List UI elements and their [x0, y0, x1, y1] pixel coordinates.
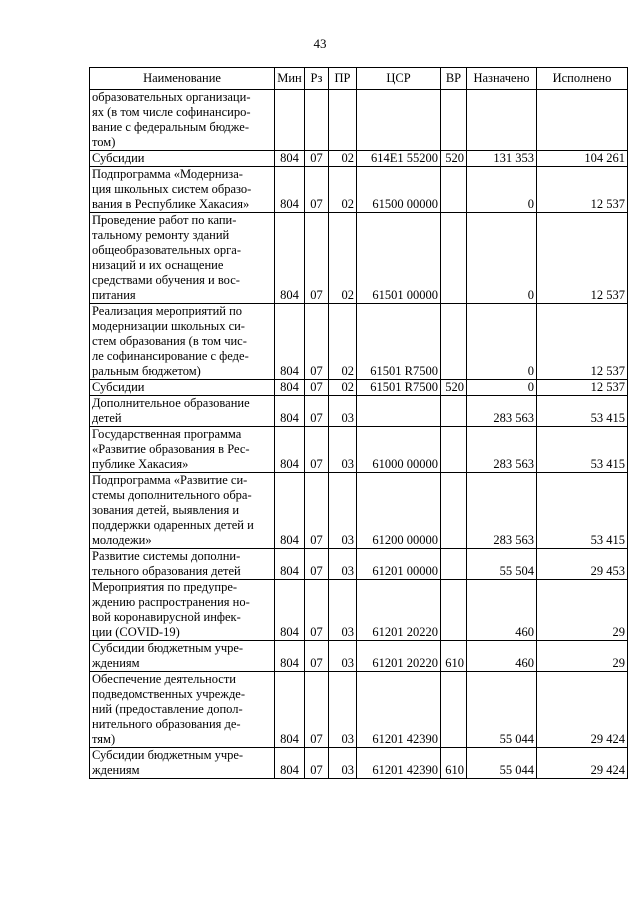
- cell-vr: 610: [441, 748, 467, 779]
- cell-name: образовательных организаци- ях (в том числе софинансиро- вание с федеральным бюдже- том): [90, 90, 275, 151]
- cell-executed: 12 537: [537, 304, 628, 380]
- col-header-executed: Исполнено: [537, 68, 628, 90]
- cell-rz: 07: [305, 151, 329, 167]
- cell-vr: 520: [441, 380, 467, 396]
- table-row: [90, 473, 628, 549]
- cell-csr: 61201 00000: [357, 549, 441, 580]
- page-number: 43: [313, 36, 327, 51]
- cell-vr: 520: [441, 151, 467, 167]
- cell-pr: 02: [329, 213, 357, 304]
- cell-pr: 03: [329, 580, 357, 641]
- cell-rz: 07: [305, 580, 329, 641]
- cell-pr: 03: [329, 427, 357, 473]
- cell-csr: [357, 396, 441, 427]
- cell-name: Дополнительное образование детей: [90, 396, 275, 427]
- cell-csr: 61501 00000: [357, 213, 441, 304]
- cell-executed: 53 415: [537, 427, 628, 473]
- cell-vr: [441, 167, 467, 213]
- cell-min: [275, 90, 305, 151]
- cell-assigned: 131 353: [467, 151, 537, 167]
- cell-rz: [305, 90, 329, 151]
- cell-name: Обеспечение деятельности подведомственных учрежде- ний (предоставление допол- нительного образования де- тям): [90, 672, 275, 748]
- cell-assigned: 283 563: [467, 396, 537, 427]
- cell-csr: 61201 42390: [357, 672, 441, 748]
- cell-name: Государственная программа «Развитие образования в Рес- публике Хакасия»: [90, 427, 275, 473]
- table-row: [90, 90, 628, 151]
- cell-vr: [441, 213, 467, 304]
- cell-executed: 29 424: [537, 748, 628, 779]
- cell-csr: 61501 R7500: [357, 380, 441, 396]
- cell-csr: 614E1 55200: [357, 151, 441, 167]
- cell-rz: 07: [305, 396, 329, 427]
- col-header-min: Мин: [275, 68, 305, 90]
- cell-name: Реализация мероприятий по модернизации школьных си- стем образования (в том чис- ле софинансирование с феде- ральным бюджетом): [90, 304, 275, 380]
- cell-vr: [441, 672, 467, 748]
- cell-pr: 02: [329, 304, 357, 380]
- cell-assigned: [467, 90, 537, 151]
- table-row: [90, 151, 628, 167]
- table-row: [90, 304, 628, 380]
- cell-rz: 07: [305, 304, 329, 380]
- table-row: [90, 213, 628, 304]
- cell-pr: 03: [329, 672, 357, 748]
- cell-csr: 61201 20220: [357, 580, 441, 641]
- cell-min: 804: [275, 748, 305, 779]
- cell-vr: [441, 90, 467, 151]
- cell-min: 804: [275, 380, 305, 396]
- cell-pr: 02: [329, 151, 357, 167]
- cell-rz: 07: [305, 213, 329, 304]
- cell-assigned: 460: [467, 641, 537, 672]
- cell-rz: 07: [305, 549, 329, 580]
- col-header-assigned: Назначено: [467, 68, 537, 90]
- cell-vr: [441, 473, 467, 549]
- col-header-rz: Рз: [305, 68, 329, 90]
- cell-min: 804: [275, 549, 305, 580]
- cell-name: Мероприятия по предупре- ждению распространения но- вой коронавирусной инфек- ции (COVID-19): [90, 580, 275, 641]
- cell-executed: 29 453: [537, 549, 628, 580]
- cell-executed: [537, 90, 628, 151]
- cell-name: Субсидии: [90, 151, 275, 167]
- cell-pr: 02: [329, 380, 357, 396]
- cell-name: Субсидии бюджетным учре- ждениям: [90, 641, 275, 672]
- cell-rz: 07: [305, 380, 329, 396]
- col-header-pr: ПР: [329, 68, 357, 90]
- cell-min: 804: [275, 167, 305, 213]
- cell-assigned: 0: [467, 380, 537, 396]
- cell-min: 804: [275, 427, 305, 473]
- cell-pr: 03: [329, 549, 357, 580]
- cell-rz: 07: [305, 427, 329, 473]
- cell-pr: 03: [329, 641, 357, 672]
- cell-assigned: 55 044: [467, 672, 537, 748]
- cell-min: 804: [275, 672, 305, 748]
- cell-name: Проведение работ по капи- тальному ремонту зданий общеобразовательных орга- низаций и их оснащение средствами обучения и вос- питания: [90, 213, 275, 304]
- cell-min: 804: [275, 396, 305, 427]
- cell-csr: [357, 90, 441, 151]
- cell-executed: 29: [537, 580, 628, 641]
- cell-vr: [441, 549, 467, 580]
- cell-csr: 61000 00000: [357, 427, 441, 473]
- cell-pr: [329, 90, 357, 151]
- table-row: [90, 641, 628, 672]
- cell-pr: 02: [329, 167, 357, 213]
- col-header-csr: ЦСР: [357, 68, 441, 90]
- table-row: [90, 167, 628, 213]
- table-row: [90, 380, 628, 396]
- cell-assigned: 55 044: [467, 748, 537, 779]
- cell-name: Подпрограмма «Модерниза- ция школьных систем образо- вания в Республике Хакасия»: [90, 167, 275, 213]
- cell-rz: 07: [305, 641, 329, 672]
- cell-assigned: 0: [467, 213, 537, 304]
- cell-executed: 12 537: [537, 167, 628, 213]
- cell-executed: 104 261: [537, 151, 628, 167]
- cell-executed: 29: [537, 641, 628, 672]
- cell-min: 804: [275, 473, 305, 549]
- cell-assigned: 0: [467, 167, 537, 213]
- cell-assigned: 283 563: [467, 473, 537, 549]
- cell-csr: 61200 00000: [357, 473, 441, 549]
- cell-name: Подпрограмма «Развитие си- стемы дополнительного обра- зования детей, выявления и поддержки одаренных детей и молодежи»: [90, 473, 275, 549]
- budget-table: [89, 67, 628, 779]
- cell-csr: 61500 00000: [357, 167, 441, 213]
- cell-executed: 53 415: [537, 473, 628, 549]
- table-row: [90, 396, 628, 427]
- cell-assigned: 283 563: [467, 427, 537, 473]
- cell-executed: 53 415: [537, 396, 628, 427]
- cell-csr: 61501 R7500: [357, 304, 441, 380]
- cell-vr: 610: [441, 641, 467, 672]
- cell-min: 804: [275, 213, 305, 304]
- cell-min: 804: [275, 580, 305, 641]
- cell-pr: 03: [329, 396, 357, 427]
- cell-rz: 07: [305, 473, 329, 549]
- col-header-name: Наименование: [90, 68, 275, 90]
- cell-executed: 12 537: [537, 213, 628, 304]
- cell-vr: [441, 580, 467, 641]
- table-row: [90, 580, 628, 641]
- cell-vr: [441, 396, 467, 427]
- cell-rz: 07: [305, 748, 329, 779]
- table-row: [90, 549, 628, 580]
- cell-vr: [441, 304, 467, 380]
- table-row: [90, 748, 628, 779]
- cell-min: 804: [275, 151, 305, 167]
- cell-name: Развитие системы дополни- тельного образования детей: [90, 549, 275, 580]
- cell-name: Субсидии бюджетным учре- ждениям: [90, 748, 275, 779]
- cell-pr: 03: [329, 473, 357, 549]
- cell-min: 804: [275, 304, 305, 380]
- cell-assigned: 460: [467, 580, 537, 641]
- table-row: [90, 427, 628, 473]
- cell-name: Субсидии: [90, 380, 275, 396]
- cell-min: 804: [275, 641, 305, 672]
- cell-csr: 61201 20220: [357, 641, 441, 672]
- cell-rz: 07: [305, 672, 329, 748]
- cell-assigned: 55 504: [467, 549, 537, 580]
- table-header-row: [90, 68, 628, 90]
- col-header-vr: ВР: [441, 68, 467, 90]
- cell-csr: 61201 42390: [357, 748, 441, 779]
- cell-pr: 03: [329, 748, 357, 779]
- cell-rz: 07: [305, 167, 329, 213]
- cell-executed: 12 537: [537, 380, 628, 396]
- cell-executed: 29 424: [537, 672, 628, 748]
- cell-assigned: 0: [467, 304, 537, 380]
- cell-vr: [441, 427, 467, 473]
- table-row: [90, 672, 628, 748]
